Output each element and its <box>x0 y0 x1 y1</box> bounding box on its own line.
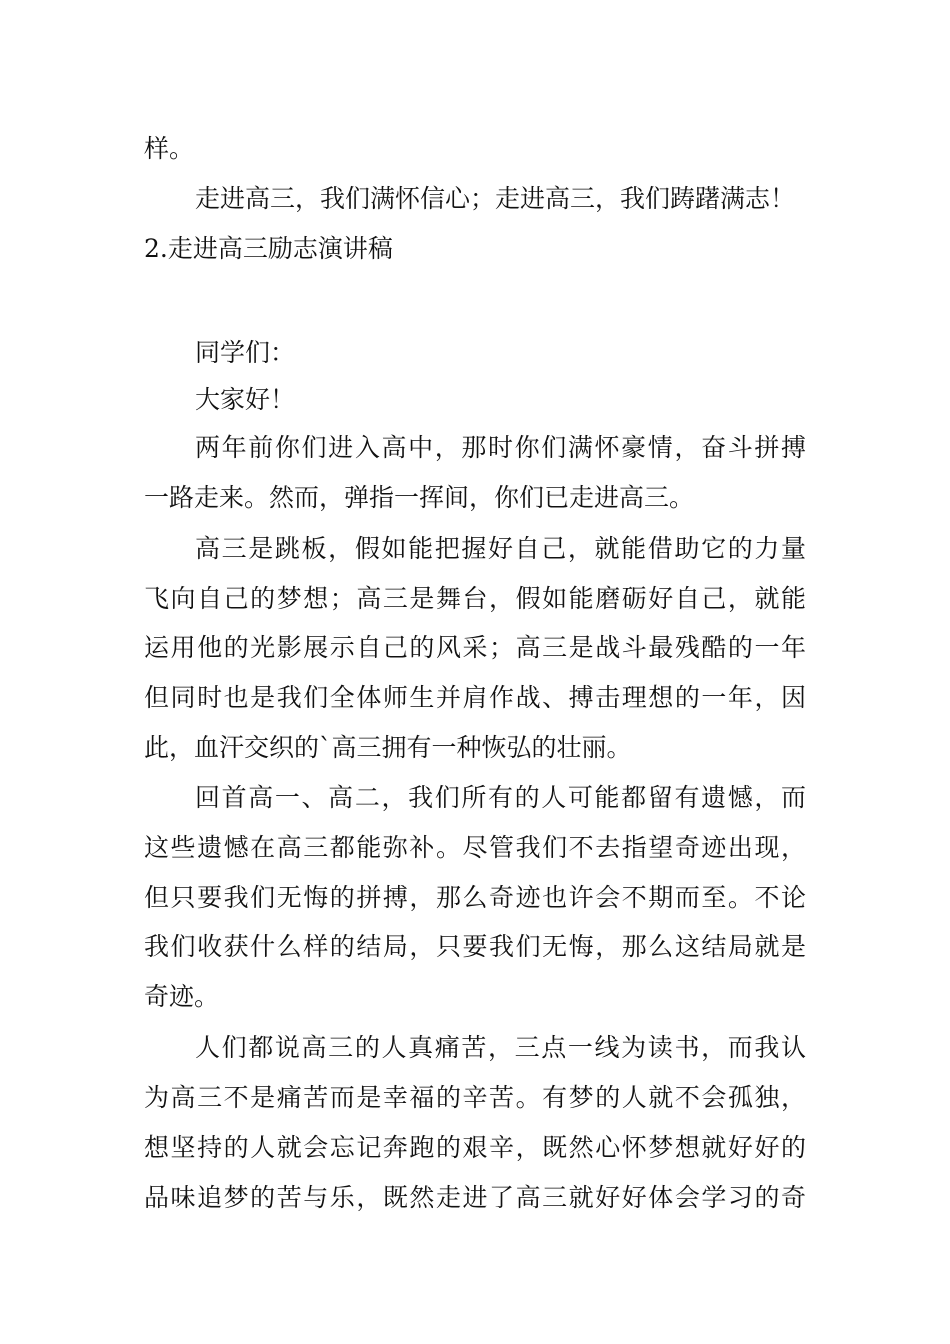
paragraph-4-line-3: 想坚持的人就会忘记奔跑的艰辛，既然心怀梦想就好好的 <box>144 1133 806 1162</box>
paragraph-4-line-2: 为高三不是痛苦而是幸福的辛苦。有梦的人就不会孤独， <box>144 1083 806 1112</box>
section-heading: 2.走进高三励志演讲稿 <box>144 234 393 263</box>
paragraph-4-line-1: 人们都说高三的人真痛苦，三点一线为读书，而我认 <box>195 1033 806 1062</box>
greeting: 大家好！ <box>195 385 296 414</box>
paragraph-2-line-3: 运用他的光影展示自己的风采；高三是战斗最残酷的一年 <box>144 633 806 662</box>
paragraph-3-line-3: 但只要我们无悔的拼搏，那么奇迹也许会不期而至。不论 <box>144 883 806 912</box>
paragraph-2-line-1: 高三是跳板，假如能把握好自己，就能借助它的力量 <box>195 534 806 563</box>
paragraph-3-line-1: 回首高一、高二，我们所有的人可能都留有遗憾，而 <box>195 783 806 812</box>
paragraph-2-line-2: 飞向自己的梦想；高三是舞台，假如能磨砺好自己，就能 <box>144 584 806 613</box>
paragraph-3-line-5: 奇迹。 <box>144 982 220 1011</box>
paragraph-4-line-4: 品味追梦的苦与乐，既然走进了高三就好好体会学习的奇 <box>144 1183 806 1212</box>
paragraph-2-line-5: 此，血汗交织的`高三拥有一种恢弘的壮丽。 <box>144 733 632 762</box>
continuation-text: 样。 <box>144 134 195 163</box>
paragraph-1-line-2: 一路走来。然而，弹指一挥间，你们已走进高三。 <box>144 483 695 512</box>
closing-line: 走进高三，我们满怀信心；走进高三，我们踌躇满志！ <box>195 184 796 213</box>
salutation: 同学们： <box>195 338 296 367</box>
paragraph-2-line-4: 但同时也是我们全体师生并肩作战、搏击理想的一年，因 <box>144 683 806 712</box>
paragraph-3-line-4: 我们收获什么样的结局，只要我们无悔，那么这结局就是 <box>144 932 806 961</box>
paragraph-3-line-2: 这些遗憾在高三都能弥补。尽管我们不去指望奇迹出现， <box>144 833 806 862</box>
paragraph-1-line-1: 两年前你们进入高中，那时你们满怀豪情，奋斗拼搏 <box>195 433 806 462</box>
